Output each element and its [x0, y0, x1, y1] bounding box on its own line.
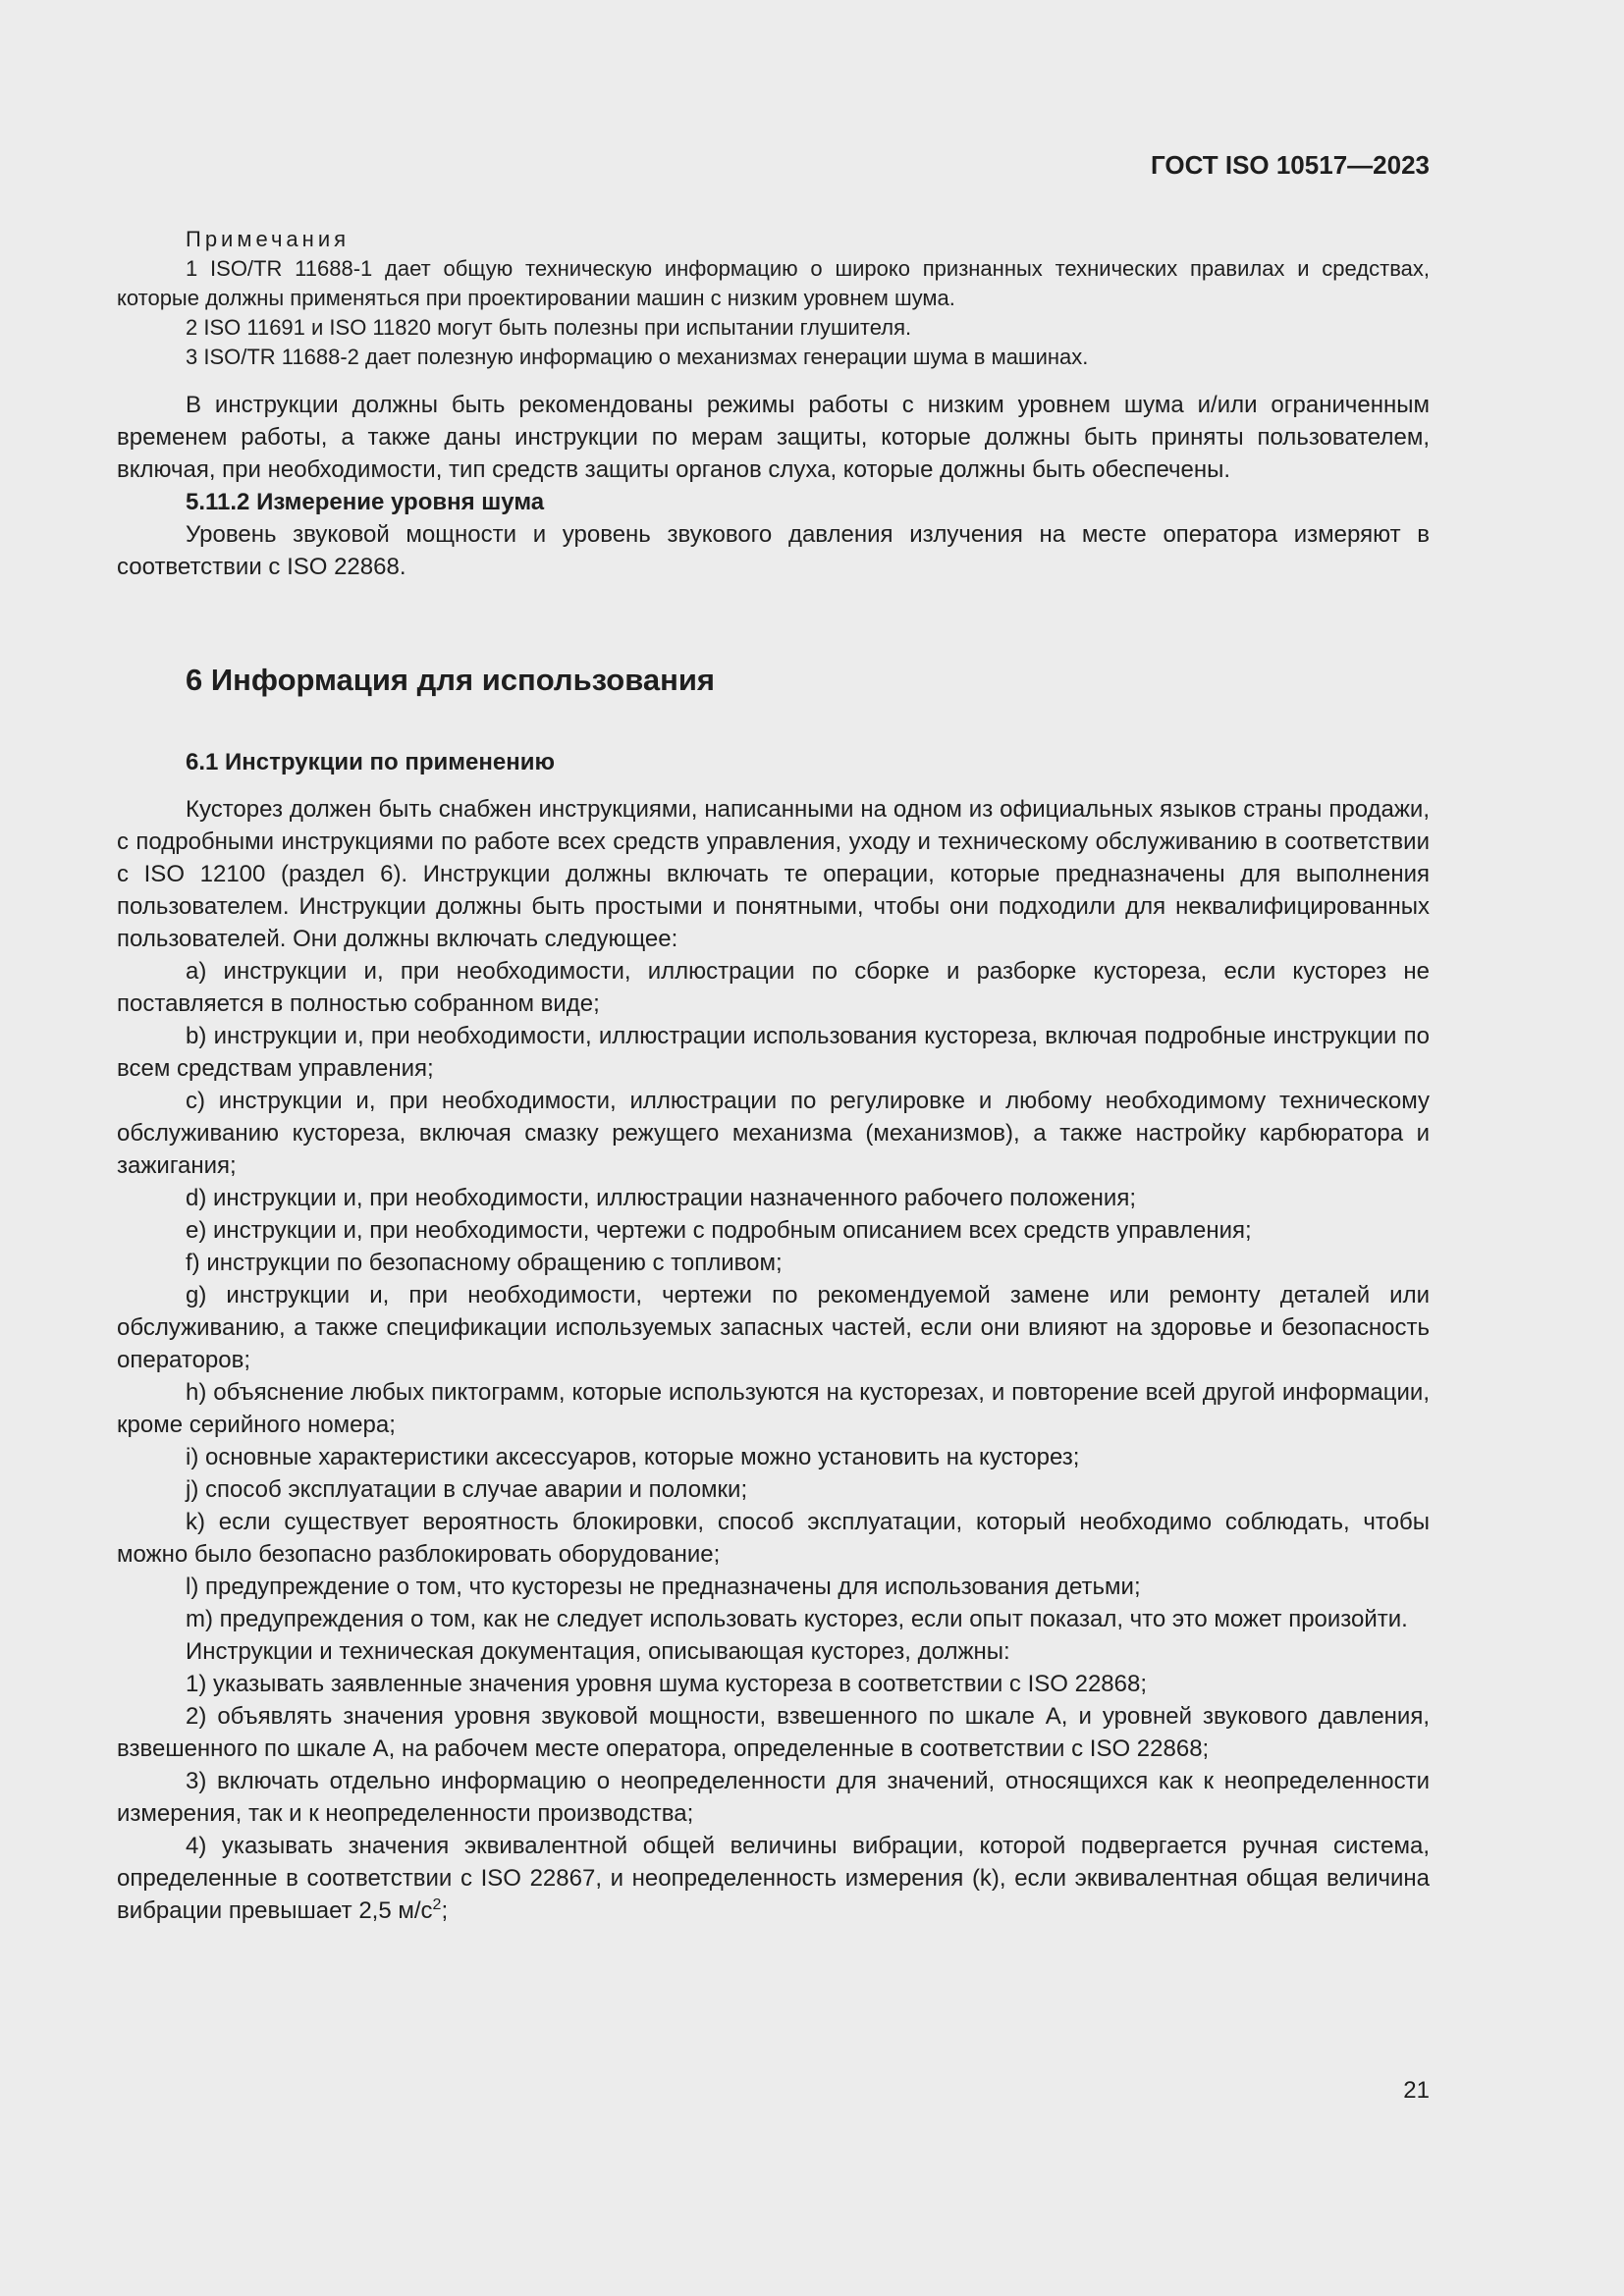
- page-number: 21: [1403, 2077, 1430, 2104]
- list-item: j) способ эксплуатации в случае аварии и поломки;: [186, 1476, 748, 1503]
- docs-intro-paragraph: Инструкции и техническая документация, описывающая кусторез, должны:: [186, 1638, 1010, 1665]
- list-item: k) если существует вероятность блокировки, способ эксплуатации, который необходимо соблюдать, чтобы можно было безопасно разблокировать оборудование;: [117, 1509, 1430, 1568]
- list-item: m) предупреждения о том, как не следует использовать кусторез, если опыт показал, что это может произойти.: [186, 1606, 1408, 1632]
- intro-paragraph: В инструкции должны быть рекомендованы режимы работы с низким уровнем шума и/или ограниченным временем работы, а также даны инструкции по мерам защиты, которые должны быть приняты пользователем, включая, при необходимости, тип средств защиты органов слуха, которые должны быть обеспечены.: [117, 392, 1430, 483]
- list-item: d) инструкции и, при необходимости, иллюстрации назначенного рабочего положения;: [186, 1185, 1137, 1211]
- list-item: f) инструкции по безопасному обращению с топливом;: [186, 1250, 783, 1276]
- numbered-item-4-end: ;: [441, 1897, 449, 1924]
- note-item: 1 ISO/TR 11688-1 дает общую техническую информацию о широко признанных технических правилах и средствах, которые должны применяться при проектировании машин с низким уровнем шума.: [117, 256, 1430, 310]
- document-page: [117, 0, 1430, 2296]
- paragraph-6-1-intro: Кусторез должен быть снабжен инструкциями, написанными на одном из официальных языков страны продажи, с подробными инструкциями по работе всех средств управления, уходу и техническому обслуживанию в соответствии с ISO 12100 (раздел 6). Инструкции должны включать те операции, которые предназначены для выполнения пользователем. Инструкции должны быть простыми и понятными, чтобы они подходили для неквалифицированных пользователей. Они должны включать следующее:: [117, 796, 1430, 952]
- numbered-item-4: [117, 1830, 1430, 1927]
- note-item: 2 ISO 11691 и ISO 11820 могут быть полезны при испытании глушителя.: [186, 315, 912, 340]
- paragraph-5-11-2: Уровень звуковой мощности и уровень звукового давления излучения на месте оператора измеряют в соответствии с ISO 22868.: [117, 521, 1430, 580]
- numbered-item-4-text: 4) указывать значения эквивалентной общей величины вибрации, которой подвергается ручная система, определенные в соответствии с ISO 22867, и неопределенность измерения (k), если эквивалентная общая величина вибрации превышает 2,5 м/с: [117, 1833, 1430, 1924]
- section-heading-6: 6 Информация для использования: [186, 663, 715, 697]
- list-item: e) инструкции и, при необходимости, чертежи с подробным описанием всех средств управления;: [186, 1217, 1252, 1244]
- list-item: l) предупреждение о том, что кусторезы не предназначены для использования детьми;: [186, 1574, 1141, 1600]
- notes-title: Примечания: [186, 227, 351, 251]
- list-item: i) основные характеристики аксессуаров, которые можно установить на кусторез;: [186, 1444, 1080, 1470]
- numbered-item: 2) объявлять значения уровня звуковой мощности, взвешенного по шкале А, и уровней звукового давления, взвешенного по шкале А, на рабочем месте оператора, определенные в соответствии с ISO 22868;: [117, 1703, 1430, 1762]
- document-code: ГОСТ ISO 10517—2023: [1150, 150, 1430, 180]
- list-item: c) инструкции и, при необходимости, иллюстрации по регулировке и любому необходимому техническому обслуживанию кустореза, включая смазку режущего механизма (механизмов), а также настройку карбюратора и зажигания;: [117, 1088, 1430, 1179]
- list-item: b) инструкции и, при необходимости, иллюстрации использования кустореза, включая подробные инструкции по всем средствам управления;: [117, 1023, 1430, 1082]
- numbered-item: 1) указывать заявленные значения уровня шума кустореза в соответствии с ISO 22868;: [186, 1671, 1148, 1697]
- numbered-item: 3) включать отдельно информацию о неопределенности для значений, относящихся как к неопределенности измерения, так и к неопределенности производства;: [117, 1768, 1430, 1827]
- list-item: a) инструкции и, при необходимости, иллюстрации по сборке и разборке кустореза, если кусторез не поставляется в полностью собранном виде;: [117, 958, 1430, 1017]
- subsection-heading-6-1: 6.1 Инструкции по применению: [186, 749, 555, 775]
- notes-block: [117, 225, 1430, 372]
- body-main: [117, 793, 1430, 1927]
- subsection-heading-5-11-2: 5.11.2 Измерение уровня шума: [186, 489, 545, 515]
- superscript-exponent: 2: [432, 1896, 442, 1913]
- list-item: g) инструкции и, при необходимости, чертежи по рекомендуемой замене или ремонту деталей или обслуживанию, а также спецификации используемых запасных частей, если они влияют на здоровье и безопасность операторов;: [117, 1282, 1430, 1373]
- note-item: 3 ISO/TR 11688-2 дает полезную информацию о механизмах генерации шума в машинах.: [186, 345, 1089, 369]
- list-item: h) объяснение любых пиктограмм, которые используются на кусторезах, и повторение всей другой информации, кроме серийного номера;: [117, 1379, 1430, 1438]
- body-top: [117, 389, 1430, 583]
